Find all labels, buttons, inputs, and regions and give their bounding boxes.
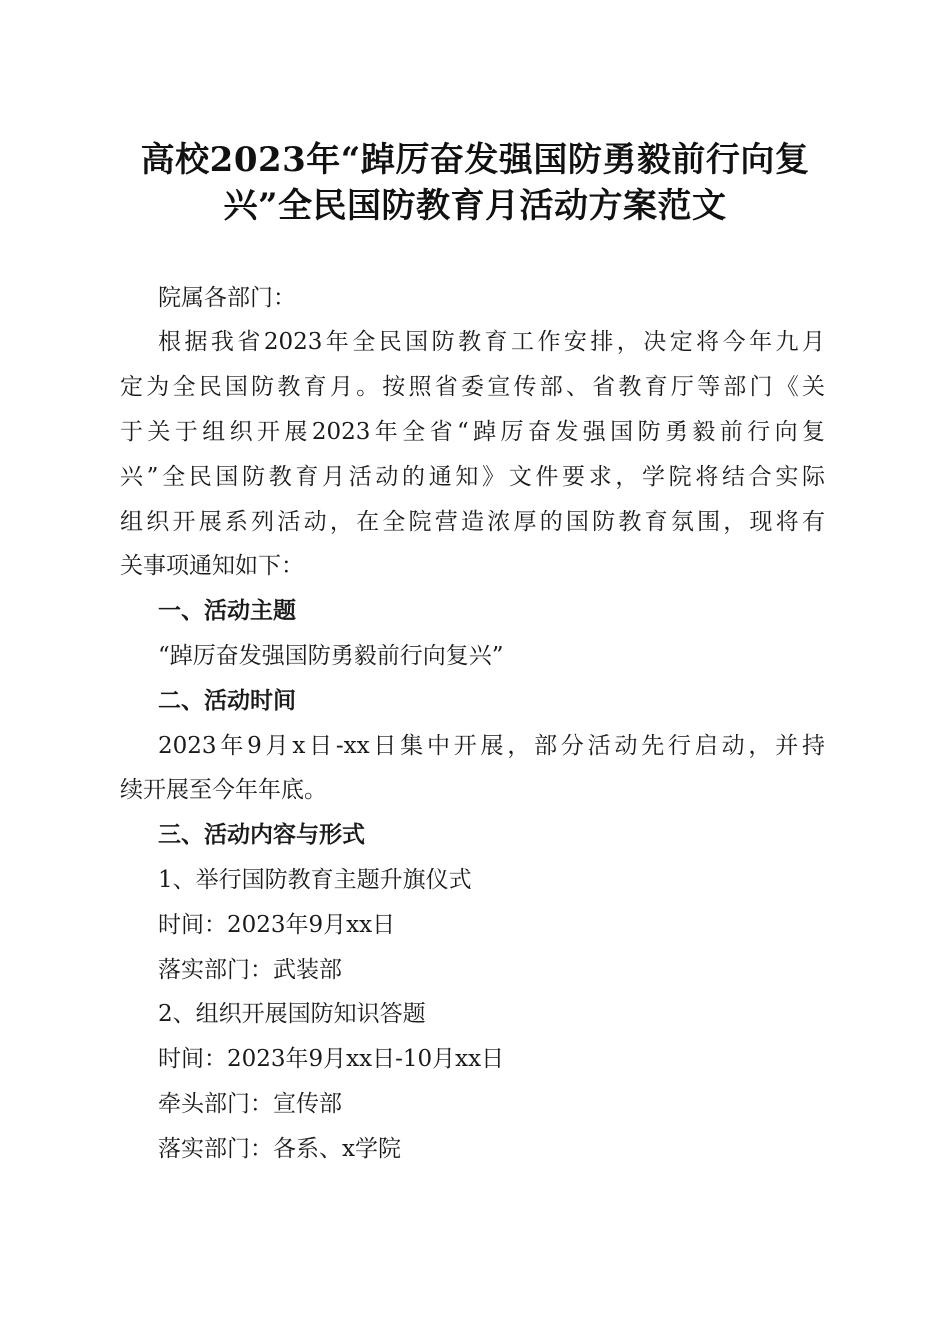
activity-time-line: 2023年9月x日-xx日集中开展，部分活动先行启动，并持: [158, 733, 825, 759]
item2-title: 2、组织开展国防知识答题: [158, 1001, 426, 1027]
intro-line: 于关于组织开展2023年全省“踔厉奋发强国防勇毅前行向复: [120, 419, 825, 445]
item2-lead-department: 牵头部门：宣传部: [158, 1091, 342, 1117]
section-heading-time: 二、活动时间: [158, 688, 296, 714]
item1-department: 落实部门：武装部: [158, 957, 342, 983]
salutation: 院属各部门：: [158, 285, 296, 311]
intro-line: 兴”全民国防教育月活动的通知》文件要求，学院将结合实际: [120, 464, 825, 490]
intro-line: 关事项通知如下：: [120, 553, 304, 579]
item1-title: 1、举行国防教育主题升旗仪式: [158, 867, 472, 893]
activity-theme: “踔厉奋发强国防勇毅前行向复兴”: [158, 643, 504, 669]
section-heading-theme: 一、活动主题: [158, 598, 296, 624]
intro-line: 定为全民国防教育月。按照省委宣传部、省教育厅等部门《关: [120, 374, 825, 400]
activity-time-line: 续开展至今年年底。: [120, 777, 327, 803]
item2-time: 时间：2023年9月xx日-10月xx日: [158, 1046, 505, 1072]
intro-line: 根据我省2023年全民国防教育工作安排，决定将今年九月: [158, 329, 825, 355]
item1-time: 时间：2023年9月xx日: [158, 912, 396, 938]
document-title-line-2: 兴”全民国防教育月活动方案范文: [223, 186, 727, 226]
section-heading-content: 三、活动内容与形式: [158, 822, 365, 848]
document-title-line-1: 高校2023年“踔厉奋发强国防勇毅前行向复: [140, 140, 810, 180]
intro-line: 组织开展系列活动，在全院营造浓厚的国防教育氛围，现将有: [120, 509, 825, 535]
item2-department: 落实部门：各系、x学院: [158, 1136, 401, 1162]
